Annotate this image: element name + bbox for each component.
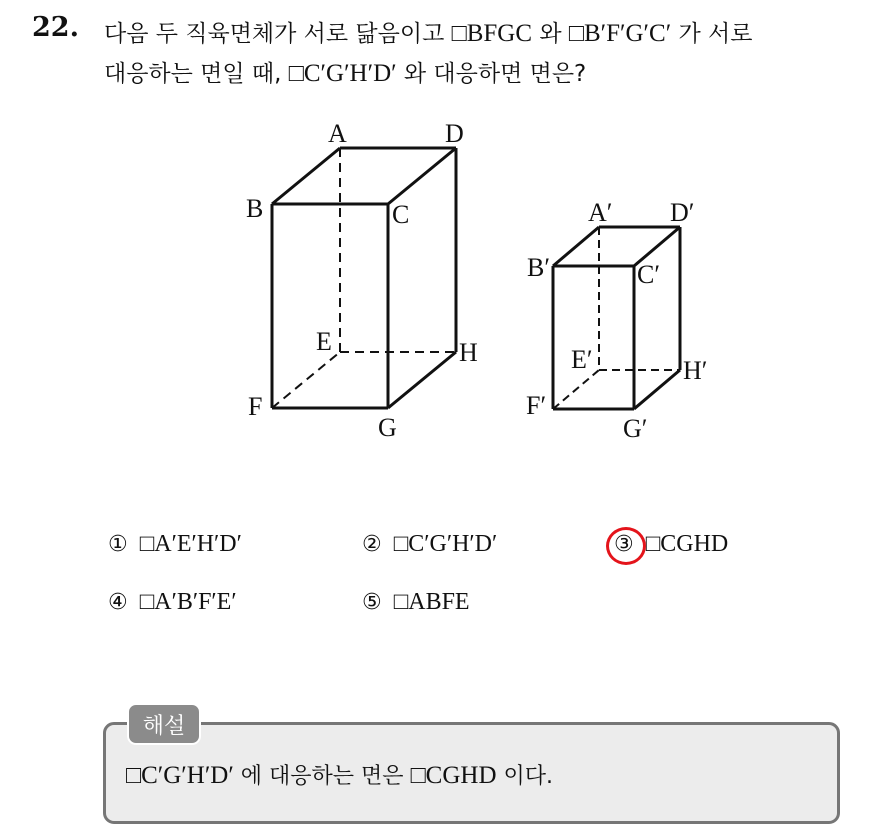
vertex-label-g-prime: G′ <box>623 414 648 443</box>
face-label: □BFGC <box>451 20 533 47</box>
vertex-label-h-prime: H′ <box>683 356 708 385</box>
vertex-label-a-prime: A′ <box>588 198 613 227</box>
question-number: 22. <box>32 12 79 43</box>
edge-fe <box>272 352 340 408</box>
choice-text: □C′G′H′D′ <box>393 531 498 557</box>
explanation-text <box>126 759 553 790</box>
vertex-label-c-prime: C′ <box>637 260 661 289</box>
hidden-edges <box>272 148 456 408</box>
choice-2[interactable] <box>362 531 497 558</box>
choice-1[interactable] <box>108 531 242 558</box>
edge-gh-prime <box>634 370 680 409</box>
choice-number: ③ <box>614 532 634 557</box>
vertex-label-f-prime: F′ <box>526 391 547 420</box>
hidden-edges-prime <box>553 227 680 409</box>
edge-fe-prime <box>553 370 599 409</box>
choice-number: ① <box>108 532 128 557</box>
question-text: 와 대응하면 면은? <box>396 61 587 87</box>
vertex-label-g: G <box>378 413 397 442</box>
vertex-label-f: F <box>248 392 263 421</box>
explanation-tag: 해설 <box>127 703 201 745</box>
choice-4[interactable] <box>108 589 237 616</box>
face-label: □B′F′G′C′ <box>568 20 672 47</box>
question-text: 다음 두 직육면체가 서로 닮음이고 <box>104 21 452 47</box>
question-text: 가 서로 <box>671 21 753 47</box>
vertex-label-a: A <box>328 119 347 148</box>
large-cuboid <box>272 148 456 408</box>
edge-ba-prime <box>553 227 599 266</box>
edge-cd <box>388 148 456 204</box>
vertex-label-d-prime: D′ <box>670 198 695 227</box>
edge-ba <box>272 148 340 204</box>
choice-5[interactable] <box>362 589 470 616</box>
vertex-label-c: C <box>392 200 410 229</box>
explanation-part: 이다. <box>496 764 553 789</box>
vertex-label-b: B <box>246 194 264 223</box>
vertex-label-b-prime: B′ <box>527 253 551 282</box>
choice-text: □CGHD <box>645 531 729 557</box>
explanation-part: 에 대응하는 면은 <box>233 764 411 789</box>
answer-circle-mark <box>606 527 646 565</box>
choice-text: □ABFE <box>393 589 470 615</box>
choice-number: ④ <box>108 590 128 615</box>
small-cuboid <box>553 227 680 409</box>
face-label: □CGHD <box>410 762 497 789</box>
choice-number: ⑤ <box>362 590 382 615</box>
vertex-label-e-prime: E′ <box>571 345 593 374</box>
vertex-label-h: H <box>459 338 478 367</box>
face-label: □C′G′H′D′ <box>126 762 234 789</box>
choice-text: □A′E′H′D′ <box>139 531 242 557</box>
question-text: 와 <box>532 21 569 47</box>
choice-number: ② <box>362 532 382 557</box>
question-text: 대응하는 면일 때, <box>104 61 289 87</box>
edge-gh <box>388 352 456 408</box>
choice-text: □A′B′F′E′ <box>139 589 237 615</box>
face-label: □C′G′H′D′ <box>288 60 397 87</box>
vertex-label-d: D <box>445 119 464 148</box>
vertex-label-e: E <box>316 327 332 356</box>
